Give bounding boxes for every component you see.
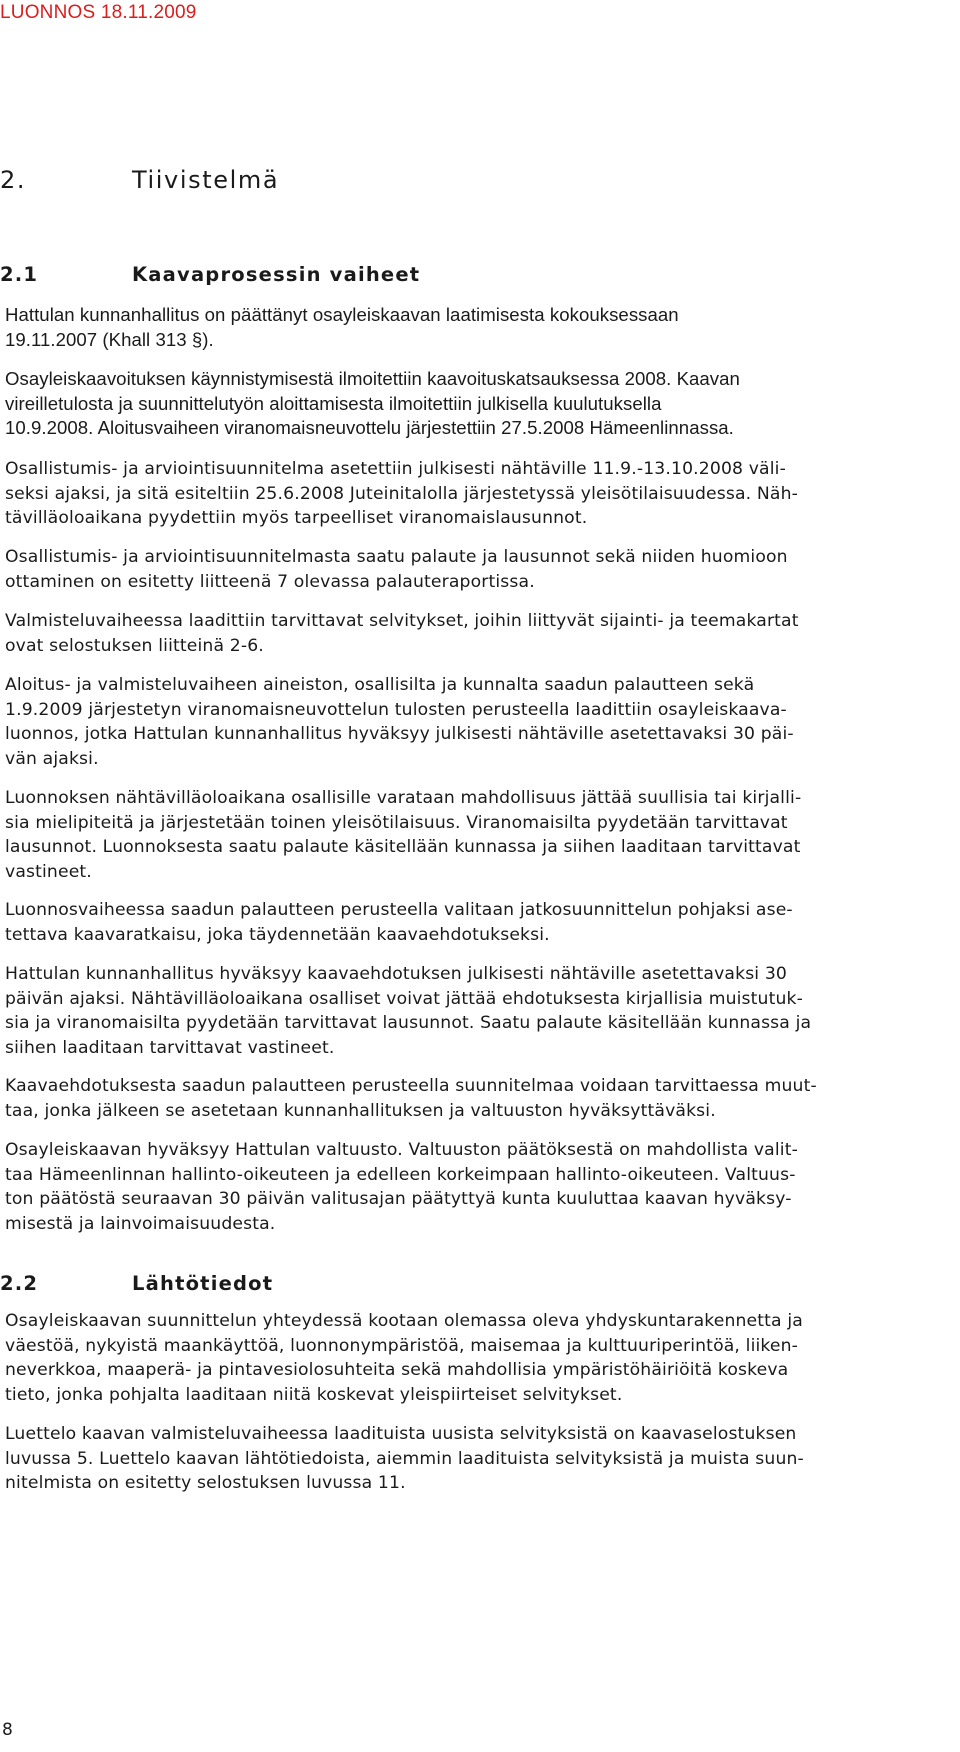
paragraph: Osayleiskaavoituksen käynnistymisestä ilmoitettiin kaavoituskatsauksessa 2008. Kaavan vireilletulosta ja suunnittelutyön aloittamisesta ilmoitettiin julkisella kuulutuksella 10.9.2008. Aloitusvaiheen viranomaisneuvottelu järjestettiin 27.5.2008 Hämeenlinnassa. [5, 368, 740, 438]
paragraph: Kaavaehdotuksesta saadun palautteen perusteella suunnitelmaa voidaan tarvittaessa muut- taa, jonka jälkeen se asetetaan kunnanhallituksen ja valtuuston hyväksyttäväksi. [5, 1076, 817, 1121]
paragraph: Osallistumis- ja arviointisuunnitelmasta saatu palaute ja lausunnot sekä niiden huomioon ottaminen on esitetty liitteenä 7 olevassa palauteraportissa. [5, 547, 788, 592]
section-title: Tiivistelmä [132, 166, 280, 194]
paragraph: Osayleiskaavan suunnittelun yhteydessä kootaan olemassa oleva yhdyskuntarakennetta ja väestöä, nykyistä maankäyttöä, luonnonympäristöä, maisemaa ja kulttuuriperintöä, liiken- neverkkoa, maaperä- ja pintavesiolosuhteita sekä mahdollisia ympäristöhäiriöitä koskeva tieto, jonka pohjalta laaditaan niitä koskevat yleispiirteiset selvitykset. [5, 1311, 803, 1405]
subsection-number: 2.2 [0, 1272, 39, 1295]
paragraph: Hattulan kunnanhallitus hyväksyy kaavaehdotuksen julkisesti nähtäville asetettavaksi 30 päivän ajaksi. Nähtävilläoloaikana osalliset voivat jättää ehdotuksesta kirjallisia muistutuk- sia ja viranomaisilta pyydetään tarvittavat lausunnot. Saatu palaute käsitellään kunnassa ja siihen laaditaan tarvittavat vastineet. [5, 964, 812, 1058]
subsection-heading-2-2 [0, 1272, 273, 1295]
draft-mark: LUONNOS 18.11.2009 [0, 2, 197, 23]
section-number: 2. [0, 166, 27, 194]
paragraph: Luonnosvaiheessa saadun palautteen perusteella valitaan jatkosuunnittelun pohjaksi ase- tettava kaavaratkaisu, joka täydennetään kaavaehdotukseksi. [5, 900, 793, 945]
subsection-title: Kaavaprosessin vaiheet [132, 263, 421, 286]
paragraph: Osayleiskaavan hyväksyy Hattulan valtuusto. Valtuuston päätöksestä on mahdollista valit- taa Hämeenlinnan hallinto-oikeuteen ja edelleen korkeimpaan hallinto-oikeuteen. Valtuus- ton päätöstä seuraavan 30 päivän valitusajan päätyttyä kunta kuuluttaa kaavan hyväksy- misestä ja lainvoimaisuudesta. [5, 1140, 798, 1234]
paragraph: Hattulan kunnanhallitus on päättänyt osayleiskaavan laatimisesta kokouksessaan 19.11.2007 (Khall 313 §). [5, 304, 679, 350]
paragraph: Aloitus- ja valmisteluvaiheen aineiston, osallisilta ja kunnalta saadun palautteen sekä 1.9.2009 järjestetyn viranomaisneuvottelun tulosten perusteella laadittiin osayleiskaava- luonnos, jotka Hattulan kunnanhallitus hyväksyy julkisesti nähtäville asetettavaksi 30 päi- vän ajaksi. [5, 675, 794, 769]
subsection-number: 2.1 [0, 263, 39, 286]
paragraph: Valmisteluvaiheessa laadittiin tarvittavat selvitykset, joihin liittyvät sijainti- ja teemakartat ovat selostuksen liitteinä 2-6. [5, 611, 799, 656]
page-number: 8 [2, 1720, 13, 1740]
paragraph: Luonnoksen nähtävilläoloaikana osallisille varataan mahdollisuus jättää suullisia tai kirjalli- sia mielipiteitä ja järjestetään toinen yleisötilaisuus. Viranomaisilta pyydetään tarvittavat lausunnot. Luonnoksesta saatu palaute käsitellään kunnassa ja siihen laaditaan tarvittavat vastineet. [5, 788, 802, 882]
subsection-title: Lähtötiedot [132, 1272, 274, 1295]
paragraph: Osallistumis- ja arviointisuunnitelma asetettiin julkisesti nähtäville 11.9.-13.10.2008 väli- seksi ajaksi, ja sitä esiteltiin 25.6.2008 Juteinitalolla järjestetyssä yleisötilaisuudessa. Näh- tävilläoloaikana pyydettiin myös tarpeelliset viranomaislausunnot. [5, 459, 798, 528]
section-heading [0, 166, 279, 194]
subsection-heading-2-1 [0, 263, 420, 286]
paragraph: Luettelo kaavan valmisteluvaiheessa laadituista uusista selvityksistä on kaavaselostuksen luvussa 5. Luettelo kaavan lähtötiedoista, aiemmin laadituista selvityksistä ja muista suun- nitelmista on esitetty selostuksen luvussa 11. [5, 1424, 804, 1493]
